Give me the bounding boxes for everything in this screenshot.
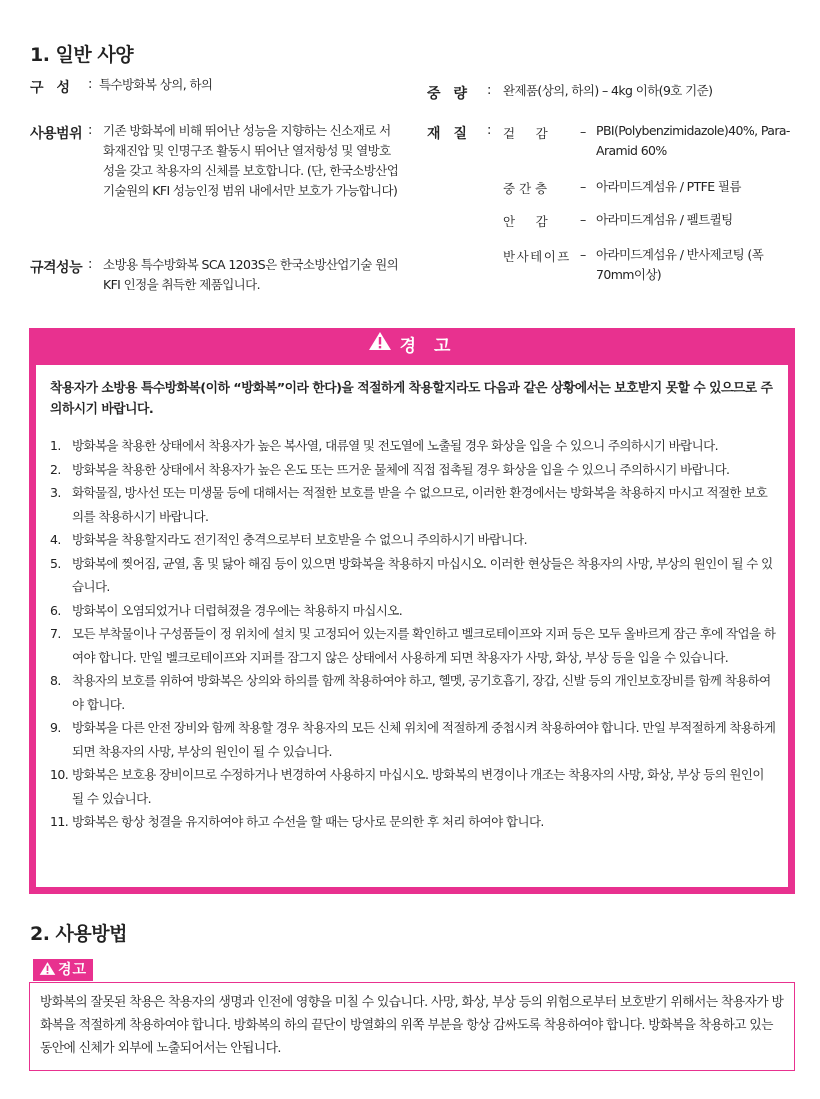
warning-item [50, 669, 776, 716]
performance-value: 소방용 특수방화복 SCA 1203S은 한국소방산업기술 원의 KFI 인정을 취득한 제품입니다. [103, 257, 399, 292]
warning-item-number: 2. [50, 461, 61, 477]
colon: : [88, 257, 93, 272]
warning-item [50, 622, 776, 669]
scope-label: 사용범위 [30, 126, 83, 142]
warning-item-text: 방화복을 착용한 상태에서 착용자가 높은 온도 또는 뜨거운 물체에 직접 접촉될 경우 화상을 입을 수 있으니 주의하시기 바랍니다. [72, 461, 730, 477]
material-value: PBI(Polybenzimidazole)40%, Para-Aramid 60% [596, 123, 790, 158]
colon: : [88, 77, 93, 92]
usage-badge-text: 경고 [57, 962, 88, 978]
section1-title: 1. 일반 사양 [30, 44, 134, 66]
warning-item-text: 착용자의 보호를 위하여 방화복은 상의와 하의를 함께 착용하여야 하고, 헬멧, 공기호흡기, 장갑, 신발 등의 개인보호장비를 함께 착용하여야 합니다. [72, 673, 771, 712]
section2-title: 2. 사용방법 [30, 923, 127, 945]
warning-intro: 착용자가 소방용 특수방화복(이하 “방화복”이라 한다)을 적절하게 착용할지라도 다음과 같은 상황에서는 보호받지 못할 수 있으므로 주의하시기 바랍니다. [50, 381, 773, 417]
warning-item-text: 방화복에 찢어짐, 균열, 홈 및 닳아 해짐 등이 있으면 방화복을 착용하지 마십시오. 이러한 현상들은 착용자의 사망, 부상의 원인이 될 수 있습니다. [72, 555, 773, 594]
warning-item-number: 6. [50, 602, 61, 618]
warning-item [50, 528, 776, 552]
warning-item-text: 모든 부착물이나 구성품들이 정 위치에 설치 및 고정되어 있는지를 확인하고 벨크로테이프와 지퍼 등은 모두 올바르게 잠근 후에 작업을 하여야 합니다. 만일 벨크로테이프와 지퍼를 잠그지 않은 상태에서 사용하게 되면 착용자가 사망, 화상, 부상 등을 입을 수 있습니다. [72, 626, 776, 665]
material-dash: – [580, 247, 587, 262]
warning-item [50, 810, 776, 834]
warning-item [50, 716, 776, 763]
warning-item-text: 방화복을 다른 안전 장비와 함께 착용할 경우 착용자의 모든 신체 위치에 적절하게 중첩시켜 착용하여야 합니다. 만일 부적절하게 착용하게 되면 착용자의 사망, 부상의 원인이 될 수 있습니다. [72, 720, 776, 759]
usage-box [29, 982, 795, 1071]
material-dash: – [580, 179, 587, 194]
warning-item-number: 5. [50, 555, 61, 571]
colon: : [88, 123, 93, 138]
warning-list [50, 434, 776, 834]
warning-item-number: 7. [50, 626, 61, 641]
colon: : [487, 123, 492, 138]
material-value: 아라미드계섬유 / PTFE 필름 [596, 179, 741, 194]
warning-item-number: 3. [50, 485, 61, 500]
warning-item-number: 8. [50, 673, 61, 688]
material-name: 안 감 [503, 214, 552, 229]
warning-item [50, 481, 776, 528]
warning-item [50, 458, 776, 482]
weight-value: 완제품(상의, 하의) – 4kg 이하(9호 기준) [503, 83, 713, 98]
warning-item [50, 763, 776, 810]
scope-value: 기존 방화복에 비해 뛰어난 성능을 지향하는 신소재로 서 화재진압 및 인명구조 활동시 뛰어난 열저항성 및 열방호성을 갖고 착용자의 신체를 보호합니다. (단, 한국소방산업기술원의 KFI 성능인정 범위 내에서만 보호가 가능합니다) [103, 123, 399, 198]
performance-label: 규격성능 [30, 260, 83, 276]
warning-item-number: 9. [50, 720, 61, 735]
weight-label: 중 량 [427, 86, 467, 102]
warning-header-text: 경 고 [399, 336, 457, 357]
material-dash: – [580, 124, 587, 139]
colon: : [487, 83, 492, 98]
warning-item-number: 11. [50, 814, 69, 829]
material-value: 아라미드계섬유 / 펠트퀼팅 [596, 212, 733, 227]
material-value: 아라미드계섬유 / 반사제코팅 (폭70mm이상) [596, 247, 764, 282]
warning-item-number: 4. [50, 532, 61, 547]
usage-warning-badge [33, 959, 93, 981]
material-label: 재 질 [427, 126, 467, 142]
warning-item [50, 599, 776, 623]
warning-item-text: 화학물질, 방사선 또는 미생물 등에 대해서는 적절한 보호를 받을 수 없으므로, 이러한 환경에서는 방화복을 착용하지 마시고 적절한 보호의를 착용하시기 바랍니다. [72, 485, 768, 524]
material-name: 반사테이프 [503, 249, 571, 264]
composition-label: 구 성 [30, 80, 70, 96]
warning-item-text: 방화복은 보호용 장비이므로 수정하거나 변경하여 사용하지 마십시오. 방화복의 변경이나 개조는 착용자의 사망, 화상, 부상 등의 원인이 될 수 있습니다. [72, 767, 764, 806]
material-name: 겉 감 [503, 126, 552, 141]
warning-item-text: 방화복을 착용할지라도 전기적인 충격으로부터 보호받을 수 없으니 주의하시기 바랍니다. [72, 532, 527, 547]
warning-item-number: 1. [50, 438, 61, 453]
warning-header [36, 328, 788, 365]
warning-item-text: 방화복은 항상 청결을 유지하여야 하고 수선을 할 때는 당사로 문의한 후 처리 하여야 합니다. [72, 814, 544, 829]
warning-item-number: 10. [50, 767, 69, 782]
warning-item-text: 방화복이 오염되었거나 더럽혀졌을 경우에는 착용하지 마십시오. [72, 602, 403, 618]
warning-icon [39, 961, 56, 983]
warning-item [50, 552, 776, 599]
composition-value: 특수방화복 상의, 하의 [99, 77, 213, 92]
material-name: 중간층 [503, 181, 552, 196]
material-dash: – [580, 212, 587, 227]
warning-item [50, 434, 776, 458]
warning-item-text: 방화복을 착용한 상태에서 착용자가 높은 복사열, 대류열 및 전도열에 노출될 경우 화상을 입을 수 있으니 주의하시기 바랍니다. [72, 438, 718, 453]
warning-box [29, 328, 795, 894]
usage-text: 방화복의 잘못된 착용은 착용자의 생명과 인전에 영향을 미칠 수 있습니다. 사망, 화상, 부상 등의 위험으로부터 보호받기 위해서는 착용자가 방화복을 적절하게 착용하여야 합니다. 방화복의 하의 끝단이 방열화의 위쪽 부분을 항상 감싸도록 착용하여야 합니다. 방화복을 착용하고 있는 동안에 신체가 외부에 노출되어서는 안됩니다. [40, 995, 784, 1056]
warning-icon [368, 328, 392, 365]
